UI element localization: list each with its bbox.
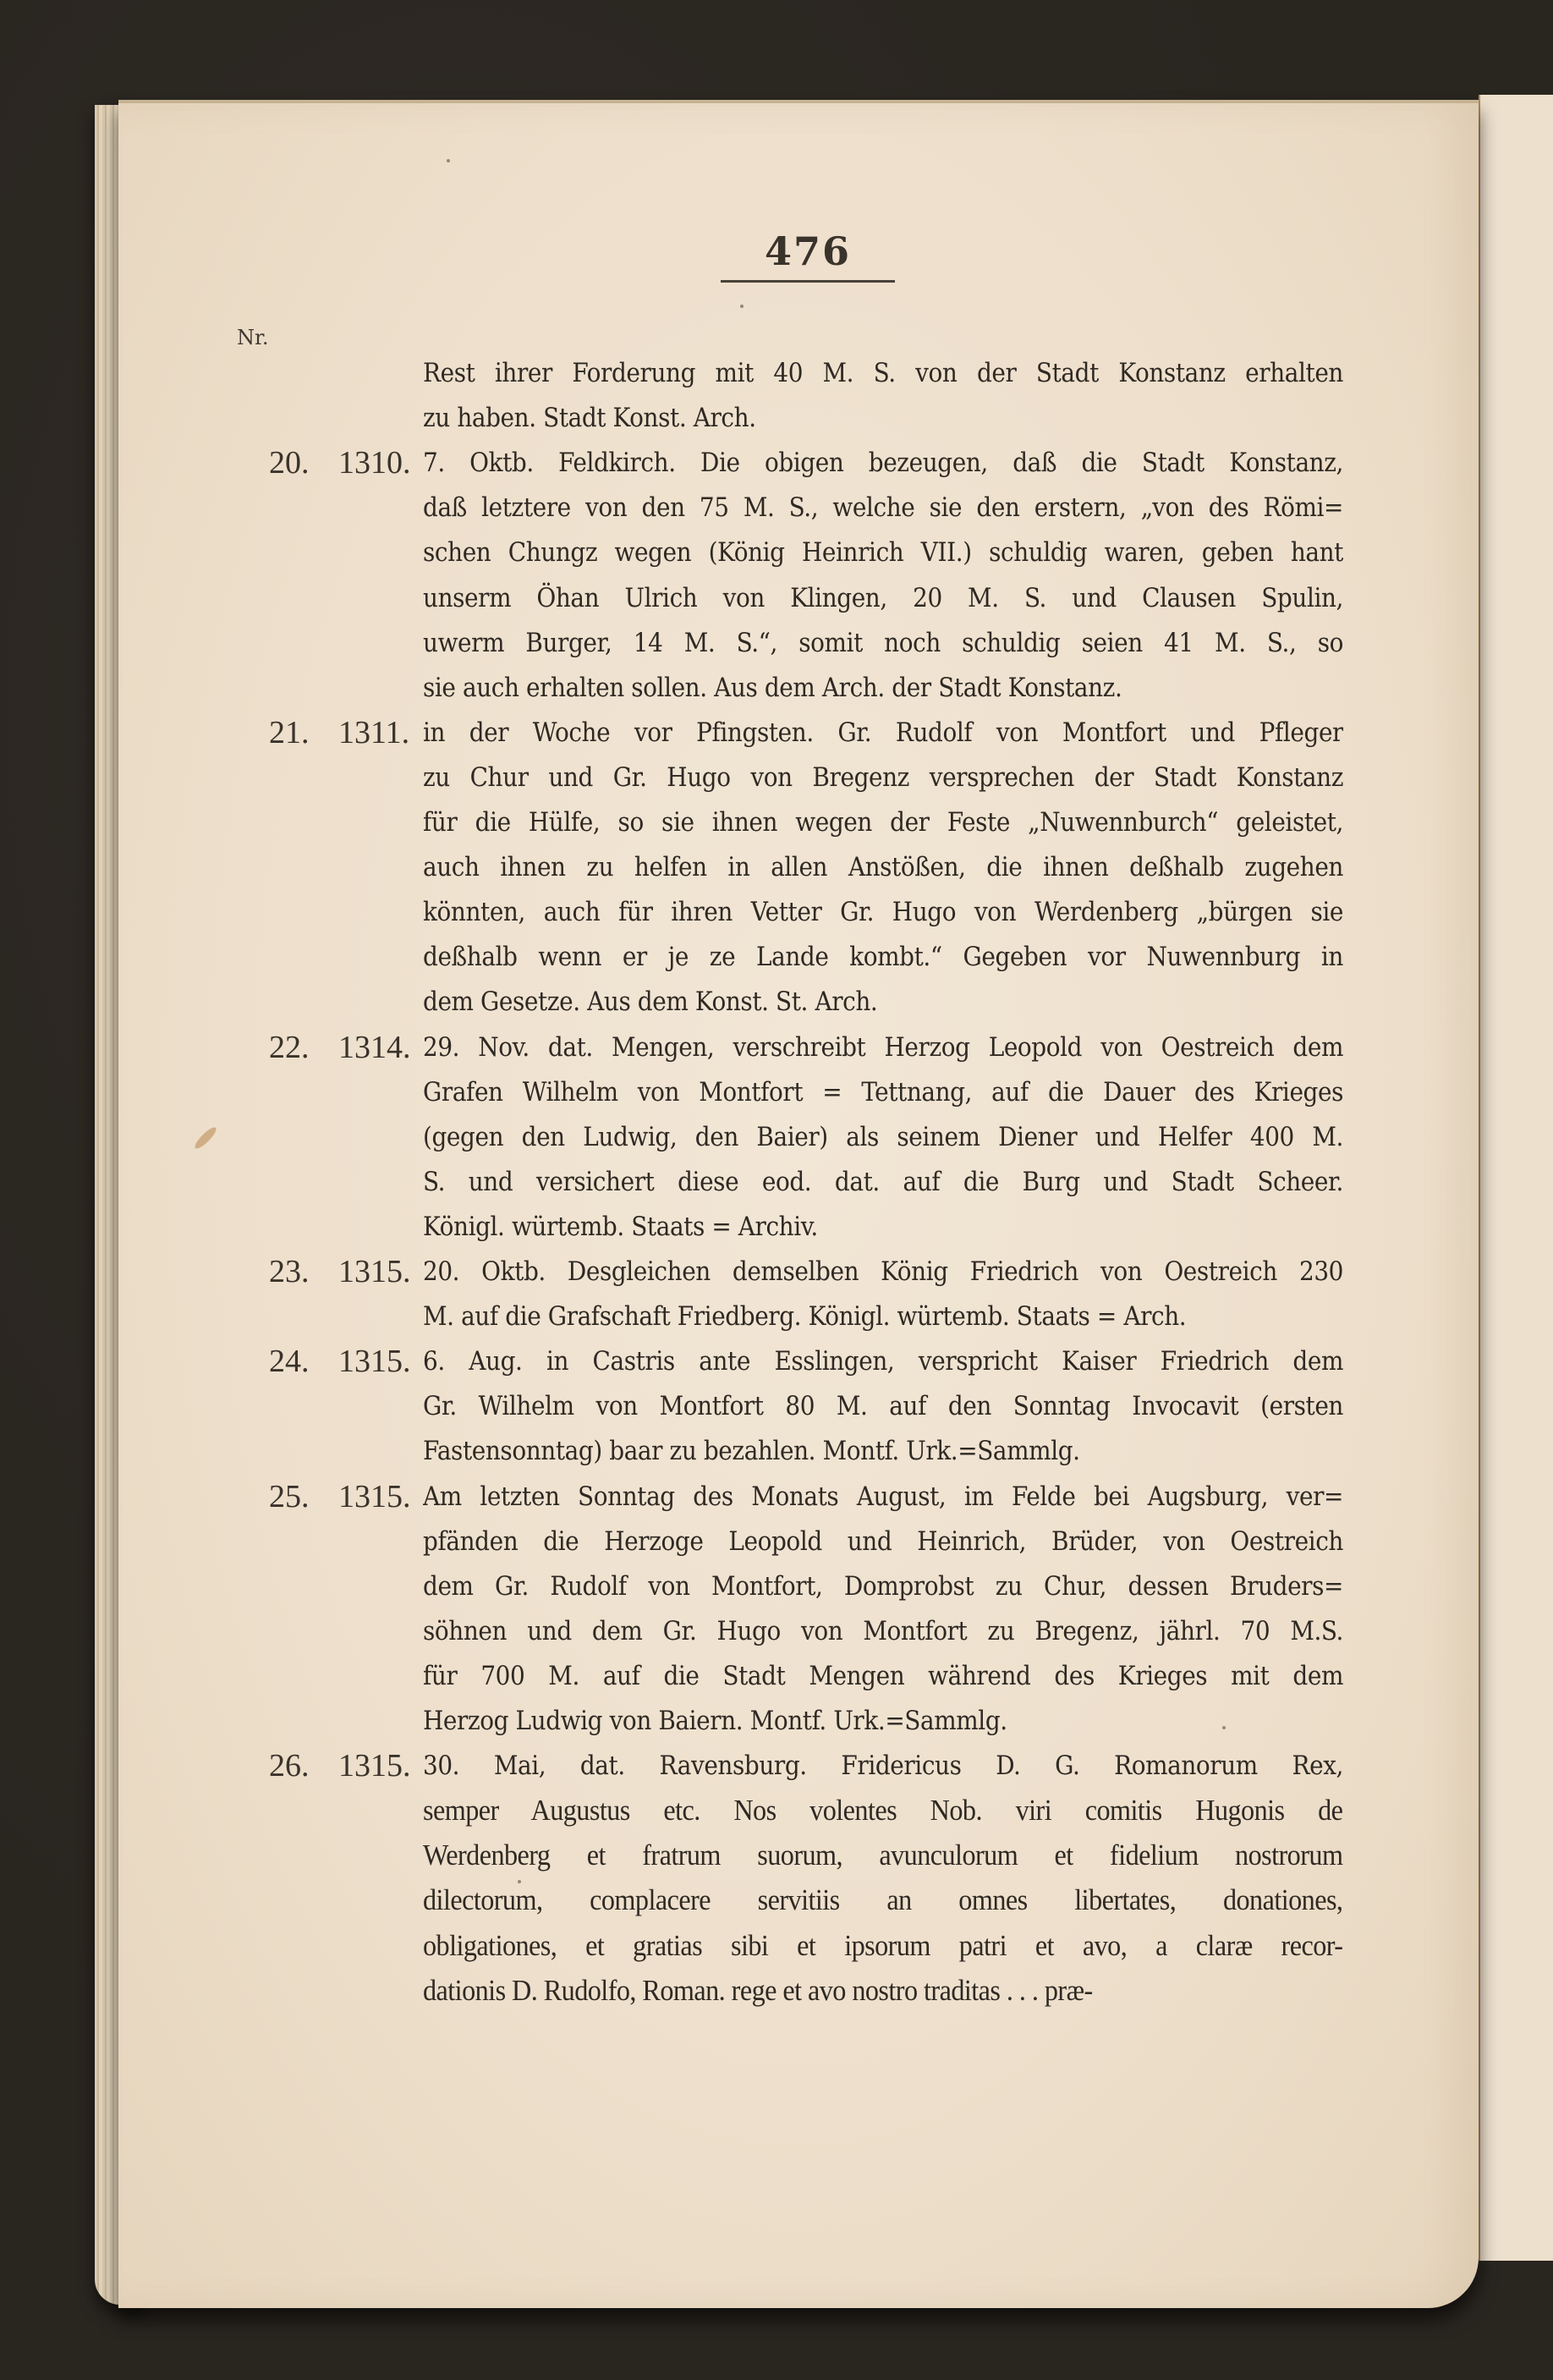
entry-text-line: Grafen Wilhelm von Montfort = Tettnang, auf die Dauer des Krieges <box>423 1076 1343 1108</box>
entry-text-line: S. und versichert diese eod. dat. auf die Burg und Stadt Scheer. <box>423 1166 1343 1197</box>
text-line <box>0 934 1553 980</box>
entry-text-line: uwerm Burger, 14 M. S.“, somit noch schuldig seien 41 M. S., so <box>423 627 1343 658</box>
entry-text-line: 7. Oktb. Feldkirch. Die obigen bezeugen, daß die Stadt Konstanz, <box>423 448 1343 479</box>
text-line <box>0 620 1553 666</box>
entry-text-line: 20. Oktb. Desgleichen demselben König Friedrich von Oestreich 230 <box>423 1256 1343 1287</box>
text-line <box>0 979 1553 1025</box>
entry-text-line: in der Woche vor Pfingsten. Gr. Rudolf von Montfort und Pfleger <box>423 717 1343 748</box>
entry-year: 1315. <box>338 1344 411 1380</box>
text-line <box>0 1294 1553 1339</box>
entry-text-line: könnten, auch für ihren Vetter Gr. Hugo von Werdenberg „bürgen sie <box>423 897 1343 928</box>
text-line <box>0 1428 1553 1474</box>
text-line <box>0 1608 1553 1654</box>
entry-text-line: Königl. würtemb. Staats = Archiv. <box>423 1211 818 1242</box>
entry-text-line: söhnen und dem Gr. Hugo von Montfort zu Bregenz, jährl. 70 M.S. <box>423 1615 1343 1646</box>
text-line <box>0 1877 1553 1923</box>
text-line <box>0 575 1553 621</box>
entry-year: 1315. <box>338 1748 411 1784</box>
entry-text-line: daß letztere von den 75 M. S., welche sie den erstern, „von des Römi= <box>423 492 1343 524</box>
text-line <box>0 1383 1553 1429</box>
text-line <box>0 530 1553 575</box>
entry-text-line: M. auf die Grafschaft Friedberg. Königl. würtemb. Staats = Arch. <box>423 1301 1187 1333</box>
entry-year: 1311. <box>338 714 410 750</box>
entry-number: 24. <box>269 1344 310 1380</box>
text-line <box>0 1743 1553 1789</box>
entry-text-line: 29. Nov. dat. Mengen, verschreibt Herzog Leopold von Oestreich dem <box>423 1031 1343 1063</box>
text-line <box>0 1833 1553 1878</box>
entry-number: 25. <box>269 1478 310 1514</box>
entry-text-line: dationis D. Rudolfo, Roman. rege et avo nostro traditas . . . præ- <box>423 1973 1093 2007</box>
paper-speck <box>518 1880 521 1883</box>
text-line <box>0 1069 1553 1115</box>
text-line <box>0 1025 1553 1070</box>
entry-text-line: auch ihnen zu helfen in allen Anstößen, die ihnen deßhalb zugehen <box>423 852 1343 883</box>
entry-text-line: zu Chur und Gr. Hugo von Bregenz versprechen der Stadt Konstanz <box>423 761 1343 793</box>
text-line <box>0 1204 1553 1250</box>
entry-year: 1310. <box>338 445 411 481</box>
text-line <box>0 1968 1553 2014</box>
paper-speck <box>1222 1726 1226 1729</box>
header-rule <box>721 280 895 283</box>
text-line <box>0 1519 1553 1564</box>
text-line <box>0 1338 1553 1384</box>
page-number: 476 <box>764 228 852 274</box>
entry-text-line: obligationes, et gratias sibi et ipsorum patri et avo, a claræ recor- <box>423 1928 1343 1962</box>
entry-number: 21. <box>269 714 310 750</box>
text-line <box>0 1653 1553 1699</box>
text-line <box>0 1788 1553 1833</box>
text-line <box>0 395 1553 441</box>
column-header-nr: Nr. <box>237 326 269 349</box>
entry-text-line: dem Gr. Rudolf von Montfort, Domprobst zu Chur, dessen Bruders= <box>423 1570 1343 1602</box>
entry-text-line: Werdenberg et fratrum suorum, avunculorum et fidelium nostrorum <box>423 1839 1343 1872</box>
text-line <box>0 1923 1553 1969</box>
text-line <box>0 1114 1553 1160</box>
entry-number: 26. <box>269 1748 310 1784</box>
text-line <box>0 755 1553 800</box>
text-line <box>0 844 1553 890</box>
entry-text-line: semper Augustus etc. Nos volentes Nob. viri comitis Hugonis de <box>423 1794 1343 1828</box>
entry-text-line: Fastensonntag) baar zu bezahlen. Montf. Urk.=Sammlg. <box>423 1436 1080 1467</box>
entry-text-line: Am letzten Sonntag des Monats August, im Felde bei Augsburg, ver= <box>423 1481 1343 1512</box>
entry-text-line: für die Hülfe, so sie ihnen wegen der Feste „Nuwennburch“ geleistet, <box>423 807 1343 838</box>
entry-number: 23. <box>269 1254 310 1289</box>
text-line <box>0 665 1553 711</box>
text-line <box>0 800 1553 845</box>
paper-speck <box>740 305 744 308</box>
entry-year: 1314. <box>338 1029 411 1065</box>
text-line <box>0 485 1553 530</box>
entry-text-line: zu haben. Stadt Konst. Arch. <box>423 403 756 434</box>
entry-text-line: dilectorum, complacere servitiis an omnes libertates, donationes, <box>423 1883 1343 1917</box>
entry-text-line: pfänden die Herzoge Leopold und Heinrich, Brüder, von Oestreich <box>423 1525 1343 1557</box>
text-line <box>0 889 1553 935</box>
entry-text-line: dem Gesetze. Aus dem Konst. St. Arch. <box>423 987 878 1018</box>
entry-text-line: 6. Aug. in Castris ante Esslingen, verspricht Kaiser Friedrich dem <box>423 1346 1343 1377</box>
entry-number: 20. <box>269 445 310 481</box>
entry-text-line: Gr. Wilhelm von Montfort 80 M. auf den Sonntag Invocavit (ersten <box>423 1391 1343 1422</box>
text-line <box>0 1698 1553 1744</box>
paper-speck <box>447 159 450 162</box>
entry-text-line: (gegen den Ludwig, den Baier) als seinem Diener und Helfer 400 M. <box>423 1121 1343 1152</box>
text-line <box>0 1564 1553 1609</box>
text-line <box>0 350 1553 396</box>
entry-text-line: Rest ihrer Forderung mit 40 M. S. von der Stadt Konstanz erhalten <box>423 358 1343 388</box>
text-line <box>0 1159 1553 1205</box>
entry-text-line: Herzog Ludwig von Baiern. Montf. Urk.=Sammlg. <box>423 1706 1007 1736</box>
text-line <box>0 710 1553 756</box>
entry-text-line: für 700 M. auf die Stadt Mengen während des Krieges mit dem <box>423 1660 1343 1691</box>
entry-text-line: schen Chungz wegen (König Heinrich VII.) schuldig waren, geben hant <box>423 537 1343 569</box>
text-line <box>0 440 1553 486</box>
entry-year: 1315. <box>338 1478 411 1514</box>
entry-text-line: 30. Mai, dat. Ravensburg. Fridericus D. G. Romanorum Rex, <box>423 1751 1343 1782</box>
entry-year: 1315. <box>338 1254 411 1289</box>
entry-number: 22. <box>269 1029 310 1065</box>
entry-text-line: sie auch erhalten sollen. Aus dem Arch. der Stadt Konstanz. <box>423 672 1122 703</box>
text-line <box>0 1249 1553 1294</box>
entry-text-line: deßhalb wenn er je ze Lande kombt.“ Gegeben vor Nuwennburg in <box>423 942 1343 973</box>
text-line <box>0 1474 1553 1520</box>
entry-text-line: unserm Öhan Ulrich von Klingen, 20 M. S. und Clausen Spulin, <box>423 582 1343 613</box>
